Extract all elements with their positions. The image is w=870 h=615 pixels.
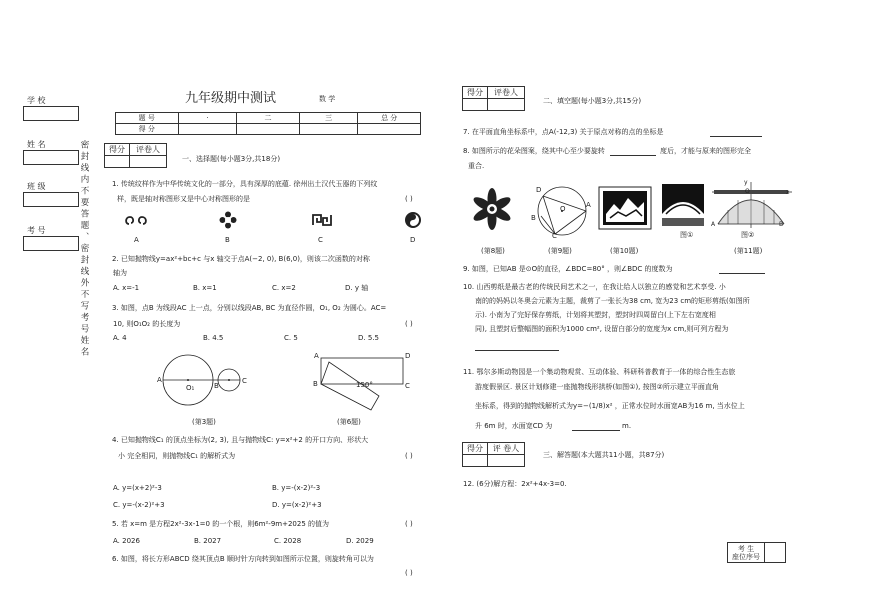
subject-label: 数 学 bbox=[319, 95, 336, 103]
grader-reviewer-label: 评卷人 bbox=[130, 144, 167, 156]
seat-label bbox=[728, 543, 765, 563]
figure-3-caption: (第3题) bbox=[192, 418, 216, 426]
score-cell[interactable] bbox=[178, 124, 237, 135]
fig11-label-x: x bbox=[786, 189, 790, 196]
q2-text-cont: 轴为 bbox=[113, 269, 127, 277]
school-field[interactable] bbox=[23, 106, 79, 121]
grader-box-3 bbox=[462, 442, 525, 467]
figure-11-caption: (第11题) bbox=[734, 247, 763, 255]
q11-text-c: 坐标系，得到的抛物线解析式为y=−(1/8)x² ，正常水位时水面宽AB为16 m, 当水位上 bbox=[475, 402, 745, 410]
q7-answer-blank[interactable] bbox=[710, 136, 762, 137]
class-field[interactable] bbox=[23, 192, 79, 207]
q11-text-d: 升 6m 时，水面宽CD 为 bbox=[475, 422, 553, 430]
grader-reviewer-cell[interactable] bbox=[130, 156, 167, 168]
score-cell[interactable] bbox=[299, 124, 358, 135]
name-field[interactable] bbox=[23, 150, 79, 165]
q5-option-b[interactable]: B. 2027 bbox=[194, 537, 222, 545]
grader-score-cell[interactable] bbox=[105, 156, 130, 168]
exam-no-label: 考 号 bbox=[27, 226, 46, 235]
fig6-label-b: B bbox=[313, 380, 318, 388]
section2-title: 二、填空题(每小题3分,共15分) bbox=[543, 97, 642, 105]
fig3-label-o1: O₁ bbox=[186, 384, 195, 392]
score-cell[interactable] bbox=[358, 124, 421, 135]
q2-text: 2. 已知抛物线y=ax²+bc+c 与x 轴交于点A(−2, 0), B(6,0)，则该二次函数的对称 bbox=[112, 255, 370, 263]
figure-10-paper-cut bbox=[598, 186, 652, 230]
fig11-label-o: O bbox=[745, 188, 750, 195]
q3-text-cont: 10, 则O₁O₂ 的长度为 bbox=[113, 320, 181, 328]
fig3-label-c: C bbox=[242, 377, 247, 385]
q9-text: 9. 如图，已知AB 是⊙O的直径，∠BDC=80° ，则∠BDC 的度数为 bbox=[463, 265, 673, 273]
figure-10-caption: (第10题) bbox=[610, 247, 639, 255]
fig3-label-a: A bbox=[157, 376, 162, 384]
q4-option-c[interactable]: C. y=-(x-2)²+3 bbox=[113, 501, 165, 509]
q11-answer-blank[interactable] bbox=[572, 430, 620, 431]
q3-text: 3. 如图，点B 为线段AC 上一点，分别以线段AB, BC 为直径作圆，O₁, O₂ 为圆心。AC= bbox=[112, 304, 387, 312]
grader-score-cell[interactable] bbox=[463, 99, 488, 111]
figure-8-flower bbox=[470, 187, 514, 231]
q3-option-a[interactable]: A. 4 bbox=[113, 334, 127, 342]
fig11-label-a: A bbox=[711, 221, 716, 228]
fig11-label-y: y bbox=[744, 179, 748, 186]
q7-text: 7. 在平面直角坐标系中，点A(-12,3) 关于原点对称的点的坐标是 bbox=[463, 128, 664, 136]
q4-option-b[interactable]: B. y=-(x-2)²-3 bbox=[272, 484, 321, 492]
q3-option-b[interactable]: B. 4.5 bbox=[203, 334, 224, 342]
q2-option-a[interactable]: A. x=-1 bbox=[113, 284, 140, 292]
q1-pattern-c bbox=[311, 212, 333, 228]
q10-text-b: 南的的妈妈以冬奥会元素为主题，裁剪了一张长为38 cm, 宽为23 cm的矩形剪纸(如图所 bbox=[475, 297, 750, 305]
q11-text: 11. 鄂尔多斯动物园是一个集动物观赏、互动体验、科研科普教育于一体的综合性生态旅 bbox=[463, 368, 736, 376]
q4-option-a[interactable]: A. y=(x+2)²-3 bbox=[113, 484, 162, 492]
grader-score-label: 得分 bbox=[105, 144, 130, 156]
grader-score-cell[interactable] bbox=[463, 455, 488, 467]
school-label: 学 校 bbox=[27, 96, 46, 105]
grader-reviewer-label: 评 卷人 bbox=[488, 443, 525, 455]
q5-option-c[interactable]: C. 2028 bbox=[274, 537, 302, 545]
q8-answer-blank[interactable] bbox=[610, 155, 656, 156]
grader-reviewer-cell[interactable] bbox=[488, 455, 525, 467]
q1-option-a[interactable]: A bbox=[134, 236, 139, 244]
score-header-cell: 题 号 bbox=[116, 113, 179, 124]
q10-text: 10. 山西剪纸是最古老的传统民间艺术之一，在我让给人以独立的感觉和艺术享受. 小 bbox=[463, 283, 726, 291]
figure-11-bridge-photo bbox=[662, 184, 704, 226]
fig6-label-a: A bbox=[314, 352, 319, 360]
q1-paren: ( ) bbox=[405, 195, 413, 203]
q5-paren: ( ) bbox=[405, 520, 413, 528]
grader-reviewer-cell[interactable] bbox=[488, 99, 525, 111]
exam-no-field[interactable] bbox=[23, 236, 79, 251]
figure-3-circles bbox=[155, 352, 250, 407]
q4-paren: ( ) bbox=[405, 452, 413, 460]
fig11-label-b: B bbox=[779, 221, 784, 228]
q6-text: 6. 如图，将长方形ABCD 绕其顶点B 顺时针方向转到如图所示位置，则旋转角可以为 bbox=[112, 555, 374, 563]
fig9-label-d: D bbox=[536, 186, 542, 194]
page-title: 九年级期中测试 bbox=[185, 91, 277, 106]
q4-text: 4. 已知抛物线C₁ 的顶点坐标为(2, 3), 且与抛物线C: y=x²+2 的开口方向、形状大 bbox=[112, 436, 369, 444]
q10-answer-blank[interactable] bbox=[475, 350, 559, 351]
q6-paren: ( ) bbox=[405, 569, 413, 577]
score-header-cell: 二 bbox=[237, 113, 300, 124]
section3-title: 三、解答题(本大题共11小题，共87分) bbox=[543, 451, 665, 459]
q5-option-d[interactable]: D. 2029 bbox=[346, 537, 374, 545]
q4-text-cont: 小 完全相同，则抛物线C₁ 的解析式为 bbox=[118, 452, 236, 460]
grader-score-label: 得分 bbox=[463, 87, 488, 99]
seat-number-field[interactable] bbox=[765, 543, 786, 563]
fig9-label-a: A bbox=[586, 201, 591, 209]
q8-text-cont: 度后，才能与原来的图形完全 bbox=[660, 147, 751, 155]
q5-option-a[interactable]: A. 2026 bbox=[113, 537, 140, 545]
name-label: 姓 名 bbox=[27, 140, 46, 149]
class-label: 班 级 bbox=[27, 182, 46, 191]
seat-label-line1: 考 生 bbox=[737, 544, 755, 553]
grader-score-label: 得分 bbox=[463, 443, 488, 455]
q1-option-b[interactable]: B bbox=[225, 236, 230, 244]
q10-text-d: 同), 且塑封后整幅图的面积为1000 cm², 设留白部分的宽度为x cm,则可列方程为 bbox=[475, 325, 729, 333]
section1-title: 一、选择题(每小题3分,共18分) bbox=[182, 155, 281, 163]
q1-text-cont: 样，既是轴对称图形又是中心对称图形的是 bbox=[117, 195, 250, 203]
fig9-label-c: C bbox=[552, 232, 557, 240]
q3-option-d[interactable]: D. 5.5 bbox=[358, 334, 379, 342]
score-table bbox=[115, 112, 421, 135]
q12-text: 12. (6分)解方程：2x²+4x-3=0. bbox=[463, 480, 567, 488]
grader-box-1 bbox=[104, 143, 167, 168]
figure-6-caption: (第6题) bbox=[337, 418, 361, 426]
figure-8-caption: (第8题) bbox=[481, 247, 505, 255]
q1-option-d[interactable]: D bbox=[410, 236, 416, 244]
q2-option-d[interactable]: D. y 轴 bbox=[345, 284, 369, 292]
score-row-label: 得 分 bbox=[116, 124, 179, 135]
q9-answer-blank[interactable] bbox=[719, 273, 765, 274]
grader-box-2 bbox=[462, 86, 525, 111]
score-header-cell: · bbox=[178, 113, 237, 124]
score-cell[interactable] bbox=[237, 124, 300, 135]
q3-paren: ( ) bbox=[405, 320, 413, 328]
figure-11b-caption: 图② bbox=[741, 231, 755, 239]
q8-text: 8. 如图所示的花朵图案，绕其中心至少要旋转 bbox=[463, 147, 605, 155]
q1-pattern-b bbox=[219, 211, 237, 229]
q1-pattern-a bbox=[125, 213, 147, 229]
score-header-cell: 总 分 bbox=[358, 113, 421, 124]
q10-text-c: 示). 小南为了完好保存剪纸，计划将其塑封，塑封时四周留白(上下左右宽度相 bbox=[475, 311, 716, 319]
q2-option-c[interactable]: C. x=2 bbox=[272, 284, 296, 292]
figure-11a-caption: 图① bbox=[680, 231, 694, 239]
seat-number-box bbox=[727, 542, 786, 563]
fig6-label-d: D bbox=[405, 352, 411, 360]
seal-line-warning: 密封线内不要答题、密封线外不写考号姓名 bbox=[79, 140, 89, 359]
fig3-label-b: B bbox=[214, 382, 219, 390]
q11-text-b: 游度假景区. 景区计划修建一座抛物线形拱桥(如图①), 按图②所示建立平面直角 bbox=[475, 383, 719, 391]
score-header-cell: 三 bbox=[299, 113, 358, 124]
q1-text: 1. 传统纹样作为中华传统文化的一部分，具有深厚的底蕴. 徐州出土汉代玉器的下列纹 bbox=[112, 180, 378, 188]
grader-reviewer-label: 评卷人 bbox=[488, 87, 525, 99]
figure-9-caption: (第9题) bbox=[548, 247, 572, 255]
q2-option-b[interactable]: B. x=1 bbox=[193, 284, 217, 292]
q8-text-cont2: 重合. bbox=[468, 162, 485, 170]
q11-unit: m. bbox=[622, 422, 632, 430]
q1-option-c[interactable]: C bbox=[318, 236, 323, 244]
fig6-label-angle: 150° bbox=[356, 381, 373, 389]
q3-option-c[interactable]: C. 5 bbox=[284, 334, 298, 342]
q5-text: 5. 若 x=m 是方程2x²-3x-1=0 的一个根，则6m²-9m+2025 的值为 bbox=[112, 520, 330, 528]
fig9-label-o: O bbox=[560, 205, 566, 213]
q1-pattern-d bbox=[404, 211, 422, 229]
q4-option-d[interactable]: D. y=(x-2)²+3 bbox=[272, 501, 322, 509]
fig6-label-c: C bbox=[405, 382, 410, 390]
seat-label-line2: 座位序号 bbox=[732, 552, 760, 561]
fig9-label-b: B bbox=[531, 214, 536, 222]
